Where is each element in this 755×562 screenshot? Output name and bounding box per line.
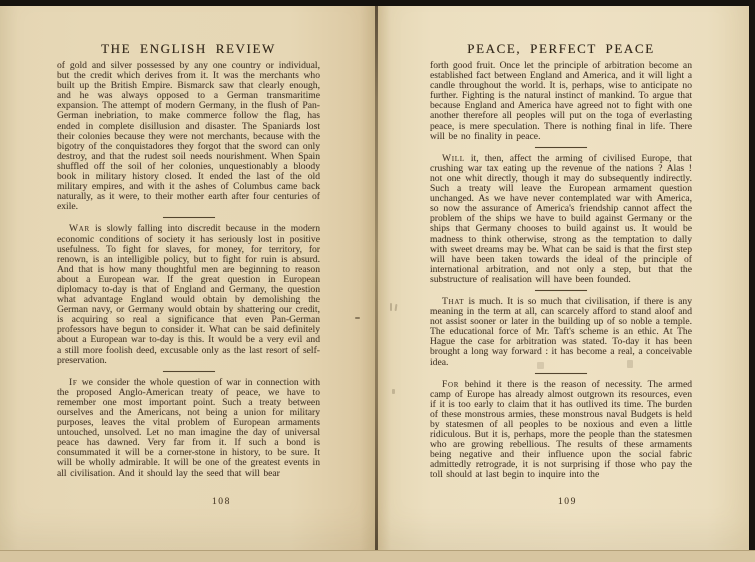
- page-number-left: 108: [212, 496, 231, 507]
- paragraph-lead: Will: [442, 152, 465, 164]
- section-divider: [535, 373, 587, 374]
- running-head-left: THE ENGLISH REVIEW: [101, 41, 276, 56]
- left-page-text: [57, 61, 320, 479]
- smudge-mark: [392, 389, 395, 394]
- paragraph-lead: That: [442, 295, 465, 307]
- paragraph-text: is slowly falling into discredit because in the modern economic conditions of society it has seriously lost in positive usefulness. To fight for slaves, for money, for territory, for renown, is an intelligible policy, but to fight for ruin is absurd. And that is how many thoughtful men are beginning to reason about a European war. If the great question in European diplomacy to-day is that of England and Germany, the question what advantage England would obtain by demolishing the German navy, or Germany would obtain by shattering our credit, is acquiring so real a significance that even Pan-German professors have begun to consider it. What can be said definitely about a European war to-day is this. It would be a very evil and a still more foolish deed, excusable only as the last resort of self-preservation.: [57, 223, 321, 366]
- paragraph-text: of gold and silver possessed by any one country or individual, but the credit which derives from it. It was the merchants who built up the British Empire. Bismarck saw that clearly enough, and he was always opposed to a German transmaritime expansion. The attempt of modern Germany, in the flush of Pan-German inebriation, to make commerce follow the flag, has ended in complete disillusion and disaster. The Spaniards lost their colonies because they were not merchants, because with the bigotry of the conquistadores they forgot that the sword can only destroy, and that the rudest soil needs nourishment. When Spain shuffled off the soil of her colonies, unquestionably a bloody book in military history closed. It ended the last of the old military empires, and with it the ashes of Columbus came back naturally, as it were, to their mother earth after four centuries of exile.: [57, 60, 320, 213]
- section-divider: [535, 147, 587, 148]
- section-divider: [535, 290, 587, 291]
- paragraph-text: forth good fruit. Once let the principle of arbitration become an established fact between England and America, and it will light a candle throughout the world. It is, perhaps, wise to anticipate no further. Fighting is the natural instinct of mankind. To argue that because England and America have agreed not to fight with one another therefore all peoples will put on the toga of everlasting peace, is mere speculation. There is nothing final in life. There will be no finality in peace.: [430, 60, 692, 142]
- right-page: [377, 6, 749, 551]
- paragraph-lead: For: [442, 378, 460, 390]
- ink-speck: [355, 317, 360, 319]
- paragraph-text: behind it there is the reason of necessity. The armed camp of Europe has already almost outgrown its resources, even if it is too early to claim that it has outlived its time. The burden of these monstrous armies, these monstrous naval Budgets is held by statesmen of all peoples to be noxious and even a little ridiculous. But it is, perhaps, more the people than the statesmen who are growing rebellious. The results of these armaments being negative and their influence upon the social fabric admittedly retrograde, it is not surprising if those who pay the toll should at last begin to inquire into the: [430, 378, 693, 481]
- right-page-text: [430, 61, 692, 481]
- bottom-edge: [0, 550, 755, 562]
- paragraph-text: it, then, affect the arming of civilised Europe, that crushing war tax eating up the revenue of the nations ? Alas ! not one whit directly, though it may do subsequently indirectly. Such a treaty will leave the European armament question unchanged. As we have never contemplated war with America, so now the assurance of America's friendship cannot affect the problem of the ships we have to build against Germany or the ships that Germany chooses to build against us. It would be madness to think otherwise, strong as the temptation to dally with sweet dreams may be. What can be said is that the first step will have been taken towards the ideal of the principle of international arbitration, and not only a step, but that the substructure of realisation will have been founded.: [430, 152, 693, 285]
- section-divider: [163, 371, 215, 372]
- paragraph: [430, 297, 692, 368]
- paragraph-lead: War: [69, 223, 90, 235]
- paragraph: [57, 224, 320, 365]
- right-edge: [749, 0, 755, 562]
- running-head-right: PEACE, PERFECT PEACE: [467, 41, 655, 56]
- gutter-line: [375, 0, 378, 562]
- smudge-mark: [395, 304, 398, 311]
- smudge-mark: [537, 362, 544, 369]
- section-divider: [163, 217, 215, 218]
- smudge-mark: [627, 360, 633, 368]
- paragraph: [430, 380, 692, 481]
- paragraph-text: we consider the whole question of war in connection with the proposed Anglo-American treaty of peace, we have to remember one most important point. Such a treaty between ourselves and the Americans, not being a union for military purposes, leaves the vital problem of European armaments untouched, unsolved. Let no man imagine the day of universal peace has dawned. Very far from it. If such a bond is consummated it will be a corner-stone in history, to be sure. It will be wholly admirable. It will be one of the greatest events in all civilisation. And it should lay the seed that will bear: [57, 376, 320, 479]
- paragraph: [57, 61, 320, 212]
- paragraph: [430, 154, 692, 285]
- page-number-right: 109: [558, 496, 577, 507]
- paragraph-text: is much. It is so much that civilisation, if there is any meaning in the term at all, can scarcely afford to stand aloof and not assist sooner or later in the building up of so noble a temple. The educational force of Mr. Taft's scheme is an ethic. At The Hague the case for arbitration was stated. To-day it has been brought a long way forward : it has become a real, a conceivable idea.: [430, 295, 692, 368]
- smudge-mark: [390, 303, 392, 311]
- paragraph-lead: If: [69, 376, 78, 388]
- paragraph: [430, 61, 692, 142]
- top-edge: [0, 0, 755, 6]
- left-page: [0, 6, 377, 551]
- paragraph: [57, 378, 320, 479]
